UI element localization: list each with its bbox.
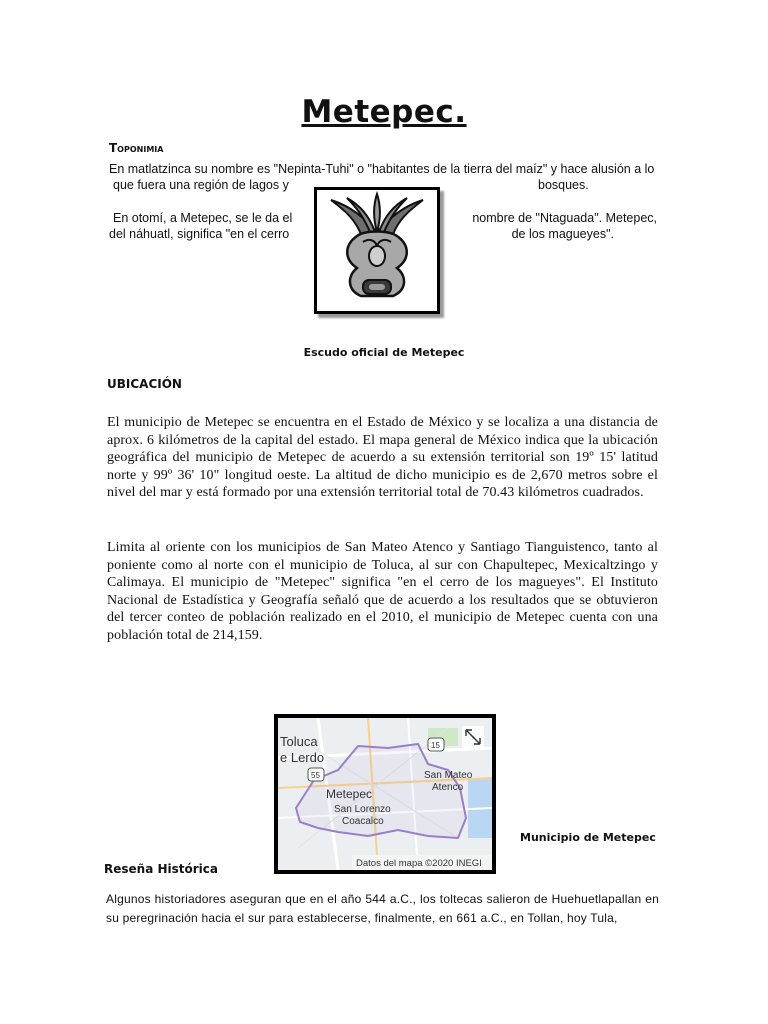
toponimia-line-2-left: que fuera una región de lagos y bbox=[113, 178, 289, 192]
toponimia-otomi-right-1: nombre de "Ntaguada". Metepec, bbox=[472, 211, 657, 225]
toponimia-heading: Toponimia bbox=[109, 141, 164, 155]
page-title: Metepec. bbox=[301, 94, 467, 130]
map-canvas bbox=[278, 718, 492, 870]
map-label-san-mateo-2: Atenco bbox=[432, 782, 464, 793]
ubicacion-heading: UBICACIÓN bbox=[107, 377, 182, 391]
expand-arrows-icon[interactable] bbox=[462, 726, 484, 748]
toponimia-otomi-left-1: En otomí, a Metepec, se le da el bbox=[113, 211, 293, 225]
map-label-san-lorenzo-1: San Lorenzo bbox=[334, 804, 391, 815]
map-label-metepec: Metepec bbox=[326, 787, 373, 801]
shield-caption: Escudo oficial de Metepec bbox=[303, 346, 465, 359]
municipio-map bbox=[274, 714, 496, 874]
road-55-label: 55 bbox=[311, 771, 320, 780]
map-label-san-mateo-1: San Mateo bbox=[424, 770, 473, 781]
road-15-label: 15 bbox=[431, 741, 440, 750]
map-attribution: Datos del mapa ©2020 INEGI bbox=[356, 858, 482, 869]
resena-paragraph: Algunos historiadores aseguran que en el año 544 a.C., los toltecas salieron de Huehuetlapallan en su peregrinación hacia el sur para establecerse, finalmente, en 661 a.C., en Tollan, hoy Tula, bbox=[106, 892, 659, 925]
map-label-san-lorenzo-2: Coacalco bbox=[342, 816, 384, 827]
toponimia-otomi-right-2: de los magueyes". bbox=[511, 227, 614, 241]
ubicacion-paragraph-1: El municipio de Metepec se encuentra en el Estado de México y se localiza a una distancia de aprox. 6 kilómetros de la capital del estado. El mapa general de México indica que la ubicación geográfica del municipio de Metepec de acuerdo a su extensión territorial son 19º 15' latitud norte y 99º 36' 10" longitud oeste. La altitud de dicho municipio es de 2,670 metros sobre el nivel del mar y está formado por una extensión territorial total de 70.43 kilómetros cuadrados. bbox=[107, 415, 658, 500]
metepec-shield-icon bbox=[317, 190, 437, 311]
map-caption: Municipio de Metepec bbox=[520, 831, 656, 844]
resena-heading: Reseña Histórica bbox=[104, 862, 218, 876]
metepec-shield-figure bbox=[314, 187, 440, 314]
map-label-toluca-2: e Lerdo bbox=[280, 750, 325, 765]
ubicacion-paragraph-2: Limita al oriente con los municipios de San Mateo Atenco y Santiago Tianguistenco, tanto al poniente como al norte con el municipio de Toluca, al sur con Chapultepec, Mexicaltzingo y Calimaya. El municipio de "Metepec" significa "en el cerro de los magueyes". El Instituto Nacional de Estadística y Geografía señaló que de acuerdo a los resultados que se obtuvieron del tercer conteo de población realizado en el 2010, el municipio de Metepec cuenta con una población total de 214,159. bbox=[107, 540, 658, 643]
toponimia-otomi-left-2: del náhuatl, significa "en el cerro bbox=[109, 227, 290, 241]
toponimia-line-1: En matlatzinca su nombre es "Nepinta-Tuhi" o "habitantes de la tierra del maíz" y hace alusión a lo bbox=[109, 162, 655, 176]
toponimia-line-2-right: bosques. bbox=[538, 178, 589, 192]
map-label-toluca-1: Toluca bbox=[280, 734, 318, 749]
